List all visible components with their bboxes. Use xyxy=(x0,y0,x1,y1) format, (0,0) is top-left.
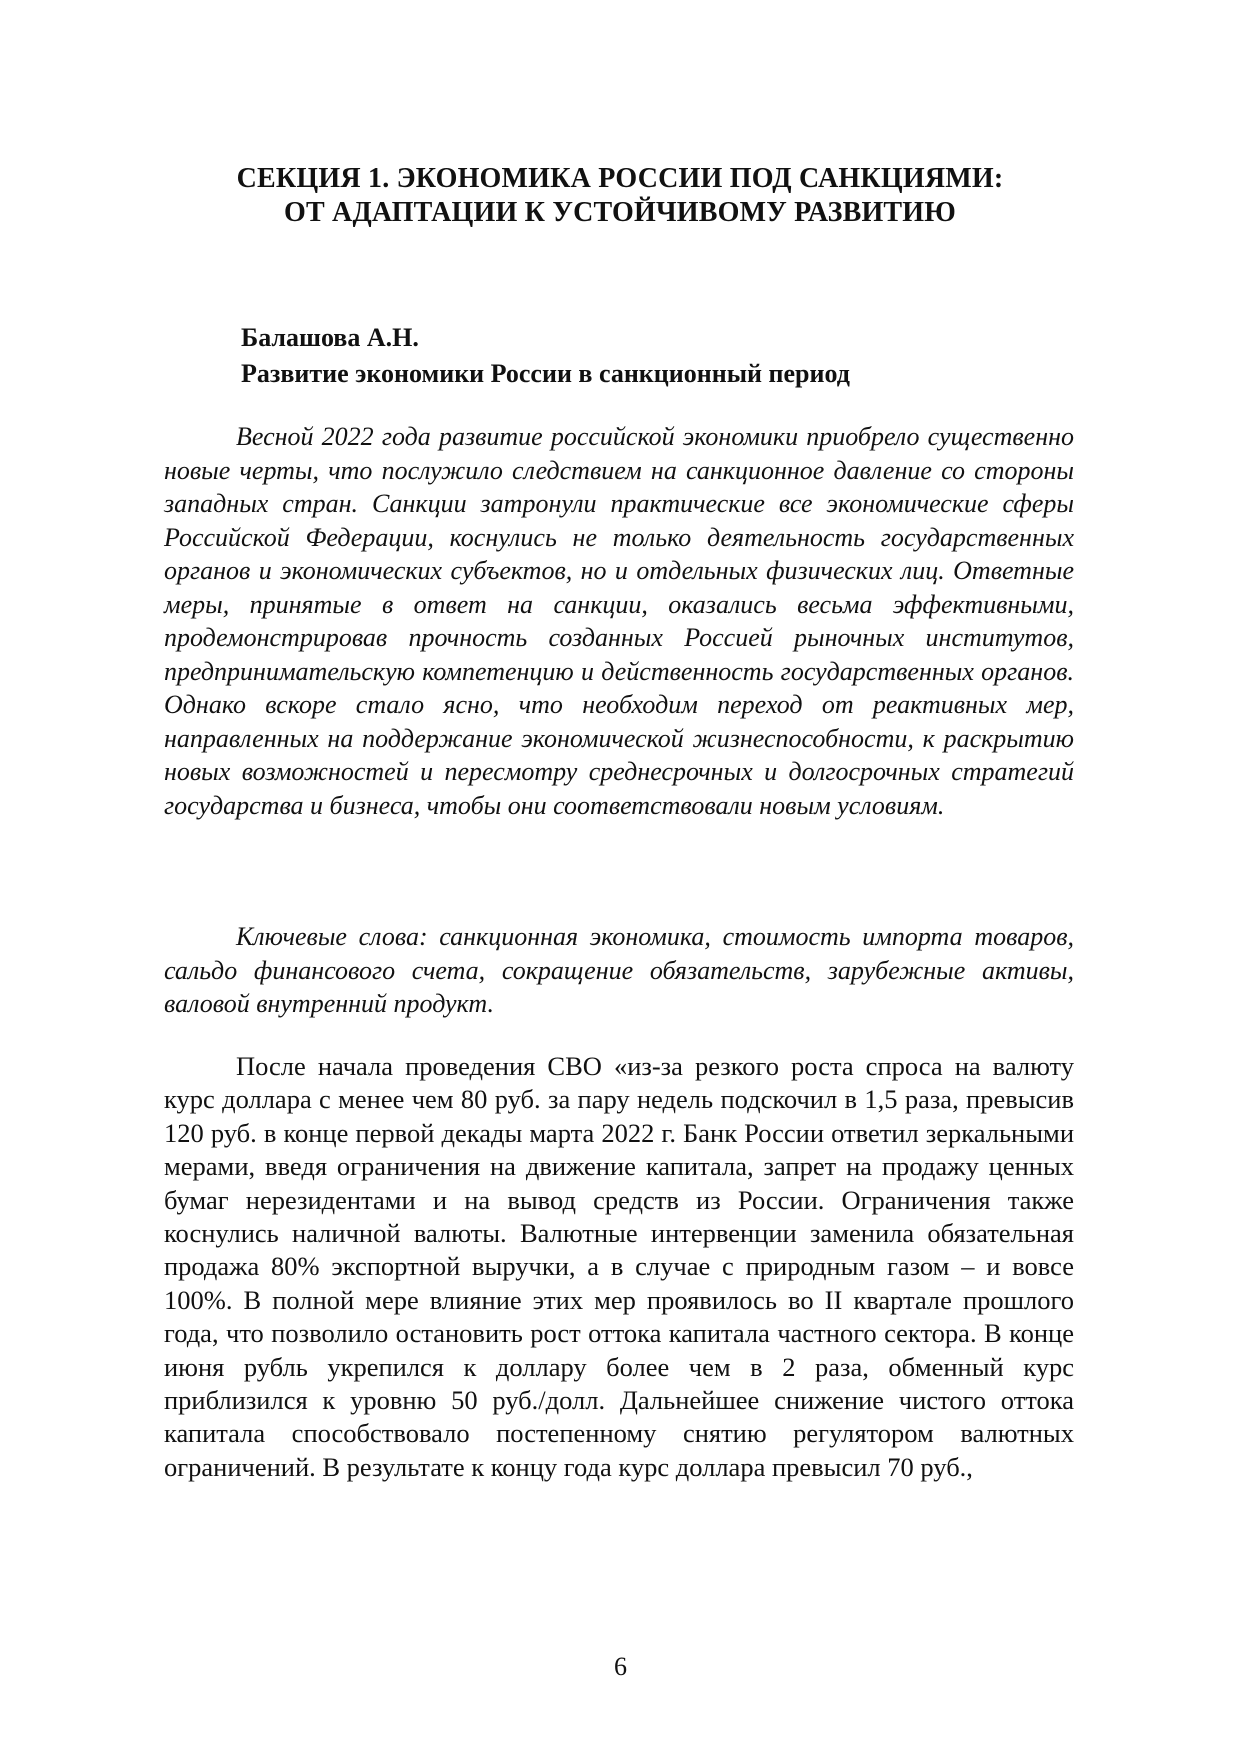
section-heading xyxy=(160,162,1080,230)
section-title-line-2: ОТ АДАПТАЦИИ К УСТОЙЧИВОМУ РАЗВИТИЮ xyxy=(283,197,957,228)
keywords-paragraph: Ключевые слова: санкционная экономика, стоимость импорта товаров, сальдо финансового счета, сокращение обязательств, зарубежные активы, валовой внутренний продукт. xyxy=(164,922,1074,1018)
article-author: Балашова А.Н. xyxy=(241,323,419,352)
page-number: 6 xyxy=(614,1652,627,1681)
abstract-paragraph: Весной 2022 года развитие российской экономики приобрело существенно новые черты, что послужило следствием на санкционное давление со стороны западных стран. Санкции затронули практические все экономические сферы Российской Федерации, коснулись не только деятельность государственных органов и экономических субъектов, но и отдельных физических лиц. Ответные меры, принятые в ответ на санкции, оказались весьма эффективными, продемонстрировав прочность созданных Россией рыночных институтов, предпринимательскую компетенцию и действенность государственных органов. Однако вскоре стало ясно, что необходим переход от реактивных мер, направленных на поддержание экономической жизнеспособности, к раскрытию новых возможностей и пересмотру среднесрочных и долгосрочных стратегий государства и бизнеса, чтобы они соответствовали новым условиям. xyxy=(164,422,1074,820)
article-title: Развитие экономики России в санкционный период xyxy=(241,359,850,388)
body-paragraph: После начала проведения СВО «из-за резкого роста спроса на валюту курс доллара с менее чем 80 руб. за пару недель подскочил в 1,5 раза, превысив 120 руб. в конце первой декады марта 2022 г. Банк России ответил зеркальными мерами, введя ограничения на движение капитала, запрет на продажу ценных бумаг нерезидентами и на вывод средств из России. Ограничения также коснулись наличной валюты. Валютные интервенции заменила обязательная продажа 80% экспортной выручки, а в случае с природным газом – и вовсе 100%. В полной мере влияние этих мер проявилось во II квартале прошлого года, что позволило остановить рост оттока капитала частного сектора. В конце июня рубль укрепился к доллару более чем в 2 раза, обменный курс приблизился к уровню 50 руб./долл. Дальнейшее снижение чистого оттока капитала способствовало постепенному снятию регулятором валютных ограничений. В результате к концу года курс доллара превысил 70 руб., xyxy=(164,1051,1074,1482)
article-header xyxy=(241,320,1091,392)
section-title-line-1: СЕКЦИЯ 1. ЭКОНОМИКА РОССИИ ПОД САНКЦИЯМИ: xyxy=(236,163,1004,194)
